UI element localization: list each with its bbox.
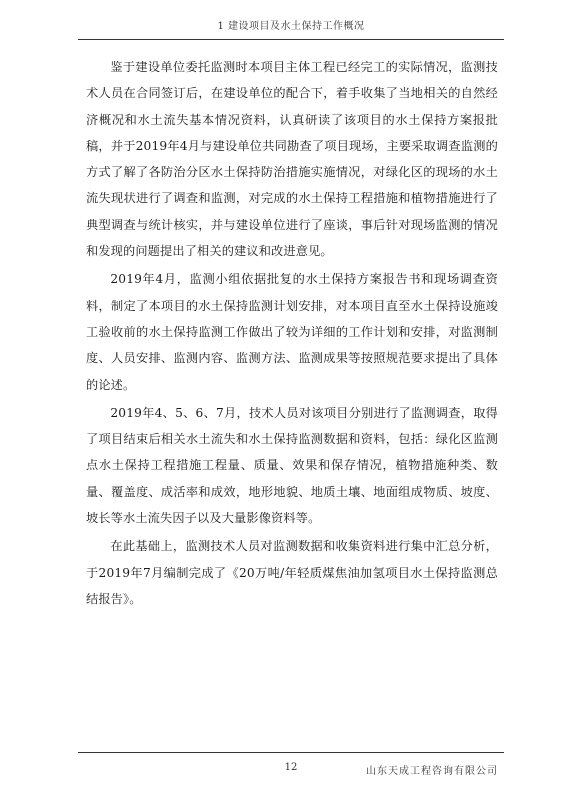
paragraph-4: 在此基础上，监测技术人员对监测数据和收集资料进行集中汇总分析，于2019年7月编制完成了《20万吨/年轻质煤焦油加氢项目水土保持监测总结报告》。	[86, 539, 498, 606]
header-title: 1 建设项目及水土保持工作概况	[217, 21, 365, 32]
paragraph-2: 2019年4月，监测小组依据批复的水土保持方案报告书和现场调查资料，制定了本项目的水土保持监测计划安排，对本项目直至水土保持设施竣工验收前的水土保持监测工作做出了较为详细的工作计划和安排，对监测制度、人员安排、监测内容、监测方法、监测成果等按照规范要求提出了具体的论述。	[86, 272, 498, 392]
body-content	[86, 54, 498, 612]
paragraph-3: 2019年4、5、6、7月，技术人员对该项目分别进行了监测调查，取得了项目结束后相关水土流失和水土保持监测数据和资料，包括：绿化区监测点水土保持工程措施工程量、质量、效果和保存情况，植物措施种类、数量、覆盖度、成活率和成效，地形地貌、地质土壤、地面组成物质、坡度、坡长等水土流失因子以及大量影像资料等。	[86, 405, 498, 526]
page-header	[78, 0, 504, 40]
page-number: 12	[284, 762, 298, 773]
page-footer	[78, 752, 504, 783]
company-name: 山东天成工程咨询有限公司	[366, 766, 498, 777]
paragraph-1: 鉴于建设单位委托监测时本项目主体工程已经完工的实际情况，监测技术人员在合同签订后，在建设单位的配合下，着手收集了当地相关的自然经济概况和水土流失基本情况资料，认真研读了该项目的水土保持方案报批稿，并于2019年4月与建设单位共同勘查了项目现场，主要采取调查监测的方式了解了各防治分区水土保持防治措施实施情况，对绿化区的现场的水土流失现状进行了调查和监测，对完成的水土保持工程措施和植物措施进行了典型调查与统计核实，并与建设单位进行了座谈，事后针对现场监测的情况和发现的问题提出了相关的建议和改进意见。	[86, 60, 498, 259]
